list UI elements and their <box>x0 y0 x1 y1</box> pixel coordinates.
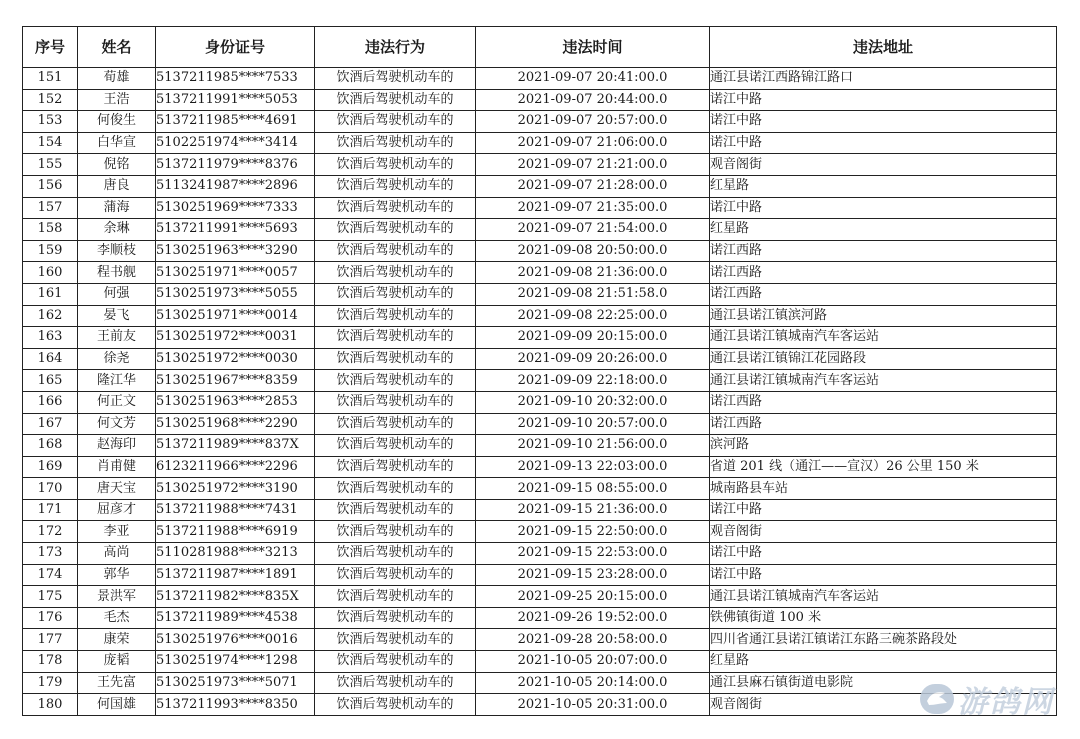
cell-time: 2021-09-13 22:03:00.0 <box>476 456 710 478</box>
table-row <box>23 672 1057 694</box>
cell-time: 2021-09-26 19:52:00.0 <box>476 607 710 629</box>
cell-time: 2021-10-05 20:07:00.0 <box>476 651 710 673</box>
cell-serial: 174 <box>23 564 78 586</box>
cell-time: 2021-09-09 20:15:00.0 <box>476 327 710 349</box>
cell-id-number: 5130251973****5055 <box>156 283 315 305</box>
cell-serial: 168 <box>23 435 78 457</box>
table-row <box>23 586 1057 608</box>
cell-address: 滨河路 <box>710 435 1057 457</box>
cell-id-number: 5130251968****2290 <box>156 413 315 435</box>
cell-id-number: 5130251972****0030 <box>156 348 315 370</box>
cell-serial: 179 <box>23 672 78 694</box>
cell-address: 诺江西路 <box>710 413 1057 435</box>
cell-time: 2021-09-08 21:51:58.0 <box>476 283 710 305</box>
cell-serial: 177 <box>23 629 78 651</box>
cell-time: 2021-09-10 20:57:00.0 <box>476 413 710 435</box>
cell-name: 肖甫健 <box>78 456 156 478</box>
cell-serial: 175 <box>23 586 78 608</box>
table-row <box>23 607 1057 629</box>
cell-id-number: 5137211988****7431 <box>156 499 315 521</box>
cell-id-number: 5130251963****3290 <box>156 240 315 262</box>
cell-name: 白华宣 <box>78 132 156 154</box>
cell-serial: 172 <box>23 521 78 543</box>
table-row <box>23 564 1057 586</box>
cell-time: 2021-09-10 20:32:00.0 <box>476 391 710 413</box>
cell-violation: 饮酒后驾驶机动车的 <box>315 175 476 197</box>
cell-serial: 160 <box>23 262 78 284</box>
cell-address: 诺江中路 <box>710 564 1057 586</box>
table-row <box>23 197 1057 219</box>
table-row <box>23 132 1057 154</box>
table-row <box>23 154 1057 176</box>
cell-name: 何正文 <box>78 391 156 413</box>
cell-violation: 饮酒后驾驶机动车的 <box>315 651 476 673</box>
cell-violation: 饮酒后驾驶机动车的 <box>315 132 476 154</box>
table-row <box>23 435 1057 457</box>
cell-name: 荀雄 <box>78 68 156 90</box>
cell-address: 观音阁街 <box>710 694 1057 716</box>
cell-name: 王前友 <box>78 327 156 349</box>
cell-address: 诺江西路 <box>710 283 1057 305</box>
cell-time: 2021-09-07 20:41:00.0 <box>476 68 710 90</box>
table-row <box>23 219 1057 241</box>
cell-address: 通江县麻石镇街道电影院 <box>710 672 1057 694</box>
cell-violation: 饮酒后驾驶机动车的 <box>315 111 476 133</box>
table-row <box>23 111 1057 133</box>
header-id-number: 身份证号 <box>156 27 315 68</box>
cell-name: 毛杰 <box>78 607 156 629</box>
table-row <box>23 391 1057 413</box>
cell-id-number: 5130251963****2853 <box>156 391 315 413</box>
cell-address: 诺江西路 <box>710 391 1057 413</box>
cell-name: 程书舰 <box>78 262 156 284</box>
cell-name: 康荣 <box>78 629 156 651</box>
cell-name: 何国雄 <box>78 694 156 716</box>
table-row <box>23 283 1057 305</box>
cell-time: 2021-09-07 21:35:00.0 <box>476 197 710 219</box>
cell-violation: 饮酒后驾驶机动车的 <box>315 154 476 176</box>
cell-address: 通江县诺江镇城南汽车客运站 <box>710 586 1057 608</box>
cell-violation: 饮酒后驾驶机动车的 <box>315 564 476 586</box>
cell-id-number: 5137211991****5693 <box>156 219 315 241</box>
cell-id-number: 5137211985****7533 <box>156 68 315 90</box>
cell-id-number: 5137211985****4691 <box>156 111 315 133</box>
cell-name: 唐良 <box>78 175 156 197</box>
cell-violation: 饮酒后驾驶机动车的 <box>315 456 476 478</box>
cell-violation: 饮酒后驾驶机动车的 <box>315 435 476 457</box>
cell-time: 2021-09-08 22:25:00.0 <box>476 305 710 327</box>
cell-serial: 152 <box>23 89 78 111</box>
cell-id-number: 5130251969****7333 <box>156 197 315 219</box>
cell-serial: 154 <box>23 132 78 154</box>
cell-address: 红星路 <box>710 651 1057 673</box>
header-violation: 违法行为 <box>315 27 476 68</box>
cell-id-number: 5113241987****2896 <box>156 175 315 197</box>
cell-id-number: 6123211966****2296 <box>156 456 315 478</box>
cell-serial: 162 <box>23 305 78 327</box>
cell-time: 2021-09-10 21:56:00.0 <box>476 435 710 457</box>
cell-address: 诺江中路 <box>710 89 1057 111</box>
cell-id-number: 5130251967****8359 <box>156 370 315 392</box>
cell-id-number: 5137211989****4538 <box>156 607 315 629</box>
cell-address: 诺江中路 <box>710 543 1057 565</box>
cell-name: 庞韬 <box>78 651 156 673</box>
cell-id-number: 5137211991****5053 <box>156 89 315 111</box>
cell-address: 诺江中路 <box>710 132 1057 154</box>
cell-violation: 饮酒后驾驶机动车的 <box>315 219 476 241</box>
header-name: 姓名 <box>78 27 156 68</box>
cell-serial: 170 <box>23 478 78 500</box>
cell-time: 2021-09-07 20:44:00.0 <box>476 89 710 111</box>
cell-violation: 饮酒后驾驶机动车的 <box>315 586 476 608</box>
cell-time: 2021-09-15 21:36:00.0 <box>476 499 710 521</box>
cell-time: 2021-09-09 20:26:00.0 <box>476 348 710 370</box>
cell-violation: 饮酒后驾驶机动车的 <box>315 370 476 392</box>
violations-table <box>22 26 1057 716</box>
cell-name: 蒲海 <box>78 197 156 219</box>
cell-id-number: 5137211989****837X <box>156 435 315 457</box>
cell-serial: 171 <box>23 499 78 521</box>
cell-violation: 饮酒后驾驶机动车的 <box>315 89 476 111</box>
cell-address: 诺江西路 <box>710 262 1057 284</box>
cell-time: 2021-09-15 23:28:00.0 <box>476 564 710 586</box>
cell-serial: 180 <box>23 694 78 716</box>
cell-address: 通江县诺江西路锦江路口 <box>710 68 1057 90</box>
cell-serial: 163 <box>23 327 78 349</box>
cell-id-number: 5130251972****3190 <box>156 478 315 500</box>
cell-address: 铁佛镇街道 100 米 <box>710 607 1057 629</box>
cell-address: 城南路县车站 <box>710 478 1057 500</box>
cell-serial: 157 <box>23 197 78 219</box>
table-row <box>23 348 1057 370</box>
cell-serial: 169 <box>23 456 78 478</box>
cell-time: 2021-09-07 20:57:00.0 <box>476 111 710 133</box>
cell-time: 2021-09-28 20:58:00.0 <box>476 629 710 651</box>
cell-name: 李亚 <box>78 521 156 543</box>
cell-violation: 饮酒后驾驶机动车的 <box>315 478 476 500</box>
cell-id-number: 5137211988****6919 <box>156 521 315 543</box>
cell-id-number: 5130251976****0016 <box>156 629 315 651</box>
header-serial: 序号 <box>23 27 78 68</box>
cell-address: 诺江西路 <box>710 240 1057 262</box>
cell-serial: 165 <box>23 370 78 392</box>
cell-id-number: 5137211993****8350 <box>156 694 315 716</box>
cell-violation: 饮酒后驾驶机动车的 <box>315 607 476 629</box>
table-row <box>23 694 1057 716</box>
cell-serial: 159 <box>23 240 78 262</box>
cell-name: 何强 <box>78 283 156 305</box>
cell-address: 诺江中路 <box>710 111 1057 133</box>
cell-address: 红星路 <box>710 219 1057 241</box>
cell-time: 2021-09-07 21:06:00.0 <box>476 132 710 154</box>
cell-time: 2021-09-07 21:28:00.0 <box>476 175 710 197</box>
cell-name: 郭华 <box>78 564 156 586</box>
table-row <box>23 327 1057 349</box>
cell-serial: 167 <box>23 413 78 435</box>
cell-violation: 饮酒后驾驶机动车的 <box>315 348 476 370</box>
cell-id-number: 5110281988****3213 <box>156 543 315 565</box>
cell-id-number: 5102251974****3414 <box>156 132 315 154</box>
cell-address: 红星路 <box>710 175 1057 197</box>
cell-name: 余琳 <box>78 219 156 241</box>
table-row <box>23 543 1057 565</box>
cell-violation: 饮酒后驾驶机动车的 <box>315 521 476 543</box>
cell-serial: 153 <box>23 111 78 133</box>
cell-time: 2021-09-15 08:55:00.0 <box>476 478 710 500</box>
cell-name: 晏飞 <box>78 305 156 327</box>
cell-address: 诺江中路 <box>710 499 1057 521</box>
cell-address: 观音阁街 <box>710 521 1057 543</box>
cell-violation: 饮酒后驾驶机动车的 <box>315 68 476 90</box>
cell-time: 2021-09-08 21:36:00.0 <box>476 262 710 284</box>
cell-address: 四川省通江县诺江镇诺江东路三碗茶路段处 <box>710 629 1057 651</box>
table-row <box>23 68 1057 90</box>
cell-serial: 155 <box>23 154 78 176</box>
cell-time: 2021-09-09 22:18:00.0 <box>476 370 710 392</box>
table-row <box>23 89 1057 111</box>
cell-violation: 饮酒后驾驶机动车的 <box>315 391 476 413</box>
watermark <box>920 677 1054 721</box>
cell-name: 倪铭 <box>78 154 156 176</box>
table-row <box>23 456 1057 478</box>
cell-violation: 饮酒后驾驶机动车的 <box>315 629 476 651</box>
header-address: 违法地址 <box>710 27 1057 68</box>
cell-violation: 饮酒后驾驶机动车的 <box>315 197 476 219</box>
cell-name: 景洪军 <box>78 586 156 608</box>
table-row <box>23 413 1057 435</box>
table-row <box>23 262 1057 284</box>
table-row <box>23 370 1057 392</box>
cell-address: 通江县诺江镇滨河路 <box>710 305 1057 327</box>
cell-name: 何俊生 <box>78 111 156 133</box>
cell-name: 高尚 <box>78 543 156 565</box>
cell-id-number: 5137211979****8376 <box>156 154 315 176</box>
cell-time: 2021-09-07 21:21:00.0 <box>476 154 710 176</box>
cell-address: 通江县诺江镇城南汽车客运站 <box>710 327 1057 349</box>
table-row <box>23 521 1057 543</box>
watermark-text: 游鸽网 <box>958 685 1054 720</box>
cell-serial: 173 <box>23 543 78 565</box>
cell-violation: 饮酒后驾驶机动车的 <box>315 327 476 349</box>
table-header-row <box>23 27 1057 68</box>
dove-icon <box>920 684 954 714</box>
header-time: 违法时间 <box>476 27 710 68</box>
cell-serial: 156 <box>23 175 78 197</box>
cell-id-number: 5130251971****0014 <box>156 305 315 327</box>
cell-time: 2021-09-15 22:53:00.0 <box>476 543 710 565</box>
cell-time: 2021-10-05 20:14:00.0 <box>476 672 710 694</box>
cell-name: 隆江华 <box>78 370 156 392</box>
cell-serial: 161 <box>23 283 78 305</box>
cell-violation: 饮酒后驾驶机动车的 <box>315 305 476 327</box>
cell-violation: 饮酒后驾驶机动车的 <box>315 694 476 716</box>
cell-id-number: 5130251972****0031 <box>156 327 315 349</box>
cell-time: 2021-09-07 21:54:00.0 <box>476 219 710 241</box>
table-row <box>23 240 1057 262</box>
cell-name: 屈彦才 <box>78 499 156 521</box>
cell-serial: 151 <box>23 68 78 90</box>
cell-serial: 178 <box>23 651 78 673</box>
cell-violation: 饮酒后驾驶机动车的 <box>315 672 476 694</box>
cell-serial: 158 <box>23 219 78 241</box>
cell-serial: 166 <box>23 391 78 413</box>
cell-id-number: 5137211982****835X <box>156 586 315 608</box>
cell-id-number: 5137211987****1891 <box>156 564 315 586</box>
cell-violation: 饮酒后驾驶机动车的 <box>315 543 476 565</box>
cell-name: 赵海印 <box>78 435 156 457</box>
table-row <box>23 629 1057 651</box>
cell-name: 唐天宝 <box>78 478 156 500</box>
cell-id-number: 5130251974****1298 <box>156 651 315 673</box>
cell-time: 2021-09-15 22:50:00.0 <box>476 521 710 543</box>
cell-address: 通江县诺江镇城南汽车客运站 <box>710 370 1057 392</box>
cell-address: 诺江中路 <box>710 197 1057 219</box>
table-row <box>23 499 1057 521</box>
cell-name: 李顺枝 <box>78 240 156 262</box>
cell-name: 王先富 <box>78 672 156 694</box>
cell-address: 通江县诺江镇锦江花园路段 <box>710 348 1057 370</box>
cell-violation: 饮酒后驾驶机动车的 <box>315 499 476 521</box>
cell-name: 王浩 <box>78 89 156 111</box>
table-row <box>23 478 1057 500</box>
cell-violation: 饮酒后驾驶机动车的 <box>315 240 476 262</box>
cell-name: 徐尧 <box>78 348 156 370</box>
cell-time: 2021-09-25 20:15:00.0 <box>476 586 710 608</box>
cell-violation: 饮酒后驾驶机动车的 <box>315 283 476 305</box>
cell-violation: 饮酒后驾驶机动车的 <box>315 262 476 284</box>
cell-serial: 164 <box>23 348 78 370</box>
table-row <box>23 651 1057 673</box>
cell-time: 2021-10-05 20:31:00.0 <box>476 694 710 716</box>
cell-address: 省道 201 线（通江——宣汉）26 公里 150 米 <box>710 456 1057 478</box>
table-row <box>23 305 1057 327</box>
cell-id-number: 5130251973****5071 <box>156 672 315 694</box>
cell-id-number: 5130251971****0057 <box>156 262 315 284</box>
cell-violation: 饮酒后驾驶机动车的 <box>315 413 476 435</box>
table-row <box>23 175 1057 197</box>
cell-address: 观音阁街 <box>710 154 1057 176</box>
cell-serial: 176 <box>23 607 78 629</box>
cell-time: 2021-09-08 20:50:00.0 <box>476 240 710 262</box>
cell-name: 何文芳 <box>78 413 156 435</box>
